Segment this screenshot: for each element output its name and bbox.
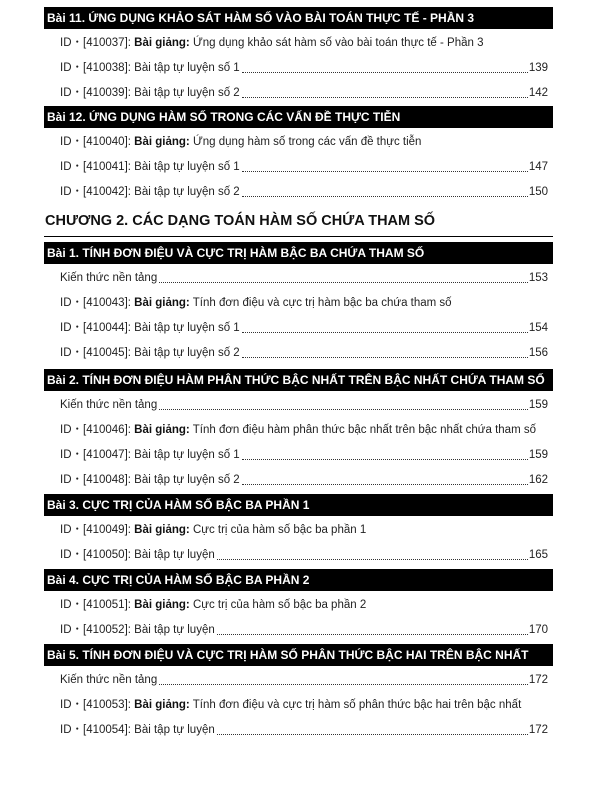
toc-entry[interactable]: ID・[410045]: Bài tập tự luyện số 2 156 <box>60 347 548 359</box>
toc-entry[interactable]: ID・[410049]: Bài giảng: Cực trị của hàm số bậc ba phần 1 <box>60 524 367 536</box>
section-header-bai-2: Bài 2. TÍNH ĐƠN ĐIỆU HÀM PHÂN THỨC BẬC NHẤT TRÊN BẬC NHẤT CHỨA THAM SỐ <box>44 369 553 391</box>
section-header-bai-12: Bài 12. ỨNG DỤNG HÀM SỐ TRONG CÁC VẤN ĐỀ THỰC TIỄN <box>44 106 553 128</box>
section-header-bai-5: Bài 5. TÍNH ĐƠN ĐIỆU VÀ CỰC TRỊ HÀM SỐ PHÂN THỨC BẬC HAI TRÊN BẬC NHẤT <box>44 644 553 666</box>
dot-leader <box>242 332 528 333</box>
page-number: 165 <box>528 549 548 561</box>
page-number: 156 <box>528 347 548 359</box>
dot-leader <box>242 357 528 358</box>
toc-entry[interactable]: ID・[410051]: Bài giảng: Cực trị của hàm số bậc ba phần 2 <box>60 599 367 611</box>
dot-leader <box>217 734 528 735</box>
page-number: 159 <box>528 399 548 411</box>
section-header-bai-11: Bài 11. ỨNG DỤNG KHẢO SÁT HÀM SỐ VÀO BÀI TOÁN THỰC TẾ - PHẦN 3 <box>44 7 553 29</box>
page-number: 154 <box>528 322 548 334</box>
toc-entry-kien-thuc[interactable]: Kiến thức nền tảng 159 <box>60 399 548 411</box>
page-number: 172 <box>528 724 548 736</box>
toc-entry[interactable]: ID・[410052]: Bài tập tự luyện 170 <box>60 624 548 636</box>
dot-leader <box>159 684 528 685</box>
toc-entry[interactable]: ID・[410039]: Bài tập tự luyện số 2 142 <box>60 87 548 99</box>
toc-entry-kien-thuc[interactable]: Kiến thức nền tảng 153 <box>60 272 548 284</box>
page-number: 139 <box>528 62 548 74</box>
toc-entry-kien-thuc[interactable]: Kiến thức nền tảng 172 <box>60 674 548 686</box>
dot-leader <box>159 409 528 410</box>
dot-leader <box>242 72 528 73</box>
page-number: 147 <box>528 161 548 173</box>
dot-leader <box>242 196 528 197</box>
dot-leader <box>242 484 528 485</box>
section-header-bai-4: Bài 4. CỰC TRỊ CỦA HÀM SỐ BẬC BA PHẦN 2 <box>44 569 553 591</box>
toc-entry[interactable]: ID・[410038]: Bài tập tự luyện số 1 139 <box>60 62 548 74</box>
page-number: 142 <box>528 87 548 99</box>
toc-entry[interactable]: ID・[410042]: Bài tập tự luyện số 2 150 <box>60 186 548 198</box>
dot-leader <box>242 171 528 172</box>
chapter-title: CHƯƠNG 2. CÁC DẠNG TOÁN HÀM SỐ CHỨA THAM SỐ <box>45 213 436 229</box>
section-header-bai-3: Bài 3. CỰC TRỊ CỦA HÀM SỐ BẬC BA PHẦN 1 <box>44 494 553 516</box>
toc-entry[interactable]: ID・[410040]: Bài giảng: Ứng dụng hàm số trong các vấn đề thực tiễn <box>60 136 422 148</box>
toc-entry[interactable]: ID・[410050]: Bài tập tự luyện 165 <box>60 549 548 561</box>
page-number: 162 <box>528 474 548 486</box>
dot-leader <box>217 634 528 635</box>
chapter-rule <box>44 236 553 237</box>
page-number: 153 <box>528 272 548 284</box>
page-number: 159 <box>528 449 548 461</box>
toc-entry[interactable]: ID・[410046]: Bài giảng: Tính đơn điệu hàm phân thức bậc nhất trên bậc nhất chứa tham số <box>60 424 536 436</box>
dot-leader <box>159 282 528 283</box>
dot-leader <box>217 559 528 560</box>
dot-leader <box>242 97 528 98</box>
dot-leader <box>242 459 528 460</box>
toc-entry[interactable]: ID・[410054]: Bài tập tự luyện 172 <box>60 724 548 736</box>
toc-entry[interactable]: ID・[410037]: Bài giảng: Ứng dụng khảo sát hàm số vào bài toán thực tế - Phần 3 <box>60 37 484 49</box>
page-number: 172 <box>528 674 548 686</box>
page-number: 170 <box>528 624 548 636</box>
toc-entry[interactable]: ID・[410048]: Bài tập tự luyện số 2 162 <box>60 474 548 486</box>
toc-entry[interactable]: ID・[410053]: Bài giảng: Tính đơn điệu và cực trị hàm số phân thức bậc hai trên bậc nhất <box>60 699 522 711</box>
toc-entry[interactable]: ID・[410044]: Bài tập tự luyện số 1 154 <box>60 322 548 334</box>
toc-entry[interactable]: ID・[410043]: Bài giảng: Tính đơn điệu và cực trị hàm bậc ba chứa tham số <box>60 297 452 309</box>
section-header-bai-1: Bài 1. TÍNH ĐƠN ĐIỆU VÀ CỰC TRỊ HÀM BẬC BA CHỨA THAM SỐ <box>44 242 553 264</box>
toc-entry[interactable]: ID・[410047]: Bài tập tự luyện số 1 159 <box>60 449 548 461</box>
toc-entry[interactable]: ID・[410041]: Bài tập tự luyện số 1 147 <box>60 161 548 173</box>
page-number: 150 <box>528 186 548 198</box>
